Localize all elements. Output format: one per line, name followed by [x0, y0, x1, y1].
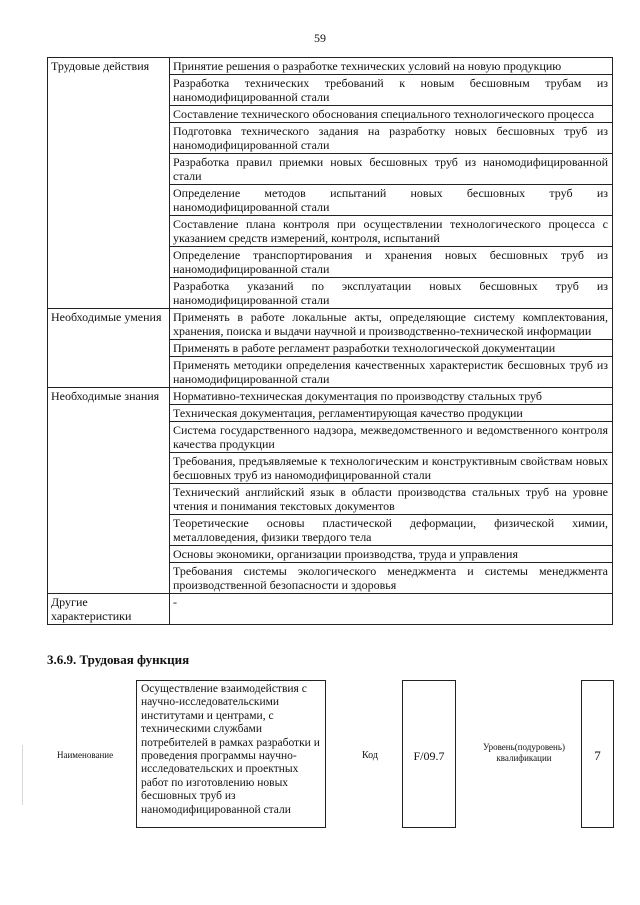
qualification-level-box: 7	[581, 680, 614, 828]
table-cell: Применять в работе регламент разработки технологической документации	[170, 340, 613, 357]
labor-function-table	[47, 57, 613, 625]
name-label: Наименование	[57, 750, 114, 760]
table-row	[48, 309, 613, 340]
row-heading: Необходимые умения	[48, 309, 170, 388]
table-cell: Технический английский язык в области производства стальных труб на уровне чтения и понимания текстовых документов	[170, 484, 613, 515]
margin-mark	[22, 745, 23, 805]
row-heading: Трудовые действия	[48, 58, 170, 309]
table-cell: Составление технического обоснования специального технологического процесса	[170, 106, 613, 123]
table-cell: Разработка технических требований к новым бесшовным трубам из наномодифицированной стали	[170, 75, 613, 106]
table-cell: Техническая документация, регламентирующая качество продукции	[170, 405, 613, 422]
code-label: Код	[362, 750, 378, 761]
table-cell: -	[170, 594, 613, 625]
table-cell: Применять в работе локальные акты, определяющие систему комплектования, хранения, поиска и выдачи научной и производственно-технической информации	[170, 309, 613, 340]
table-cell: Подготовка технического задания на разработку новых бесшовных труб из наномодифицированной стали	[170, 123, 613, 154]
table-cell: Определение методов испытаний новых бесшовных труб из наномодифицированной стали	[170, 185, 613, 216]
table-row	[48, 594, 613, 625]
row-heading: Необходимые знания	[48, 388, 170, 594]
table-cell: Принятие решения о разработке технических условий на новую продукцию	[170, 58, 613, 75]
page-number: 59	[314, 31, 326, 45]
table-row	[48, 58, 613, 75]
function-code-box: F/09.7	[402, 680, 456, 828]
table-cell: Требования системы экологического менеджмента и системы менеджмента производственной безопасности и здоровья	[170, 563, 613, 594]
section-title: 3.6.9. Трудовая функция	[47, 652, 190, 667]
table-cell: Составление плана контроля при осуществлении технологического процесса с указанием средств измерений, контроля, испытаний	[170, 216, 613, 247]
table-cell: Нормативно-техническая документация по производству стальных труб	[170, 388, 613, 405]
table-row	[48, 388, 613, 405]
table-cell: Основы экономики, организации производства, труда и управления	[170, 546, 613, 563]
table-cell: Разработка правил приемки новых бесшовных труб из наномодифицированной стали	[170, 154, 613, 185]
table-cell: Система государственного надзора, межведомственного и ведомственного контроля качества продукции	[170, 422, 613, 453]
level-label: Уровень(подуровень) квалификации	[483, 742, 565, 763]
table-cell: Применять методики определения качественных характеристик бесшовных труб из наномодифицированной стали	[170, 357, 613, 388]
table-cell: Требования, предъявляемые к технологическим и конструктивным свойствам новых бесшовных труб из наномодифицированной стали	[170, 453, 613, 484]
table-cell: Теоретические основы пластической деформации, физической химии, металловедения, физики твердого тела	[170, 515, 613, 546]
row-heading: Другие характеристики	[48, 594, 170, 625]
table-cell: Разработка указаний по эксплуатации новых бесшовных труб из наномодифицированной стали	[170, 278, 613, 309]
function-name-box: Осуществление взаимодействия с научно-исследовательскими институтами и центрами, с техническими службами потребителей в рамках разработки и проведения программы научно-исследовательских и проектных работ по изготовлению новых бесшовных труб из наномодифицированной стали	[136, 680, 326, 828]
table-cell: Определение транспортирования и хранения новых бесшовных труб из наномодифицированной стали	[170, 247, 613, 278]
